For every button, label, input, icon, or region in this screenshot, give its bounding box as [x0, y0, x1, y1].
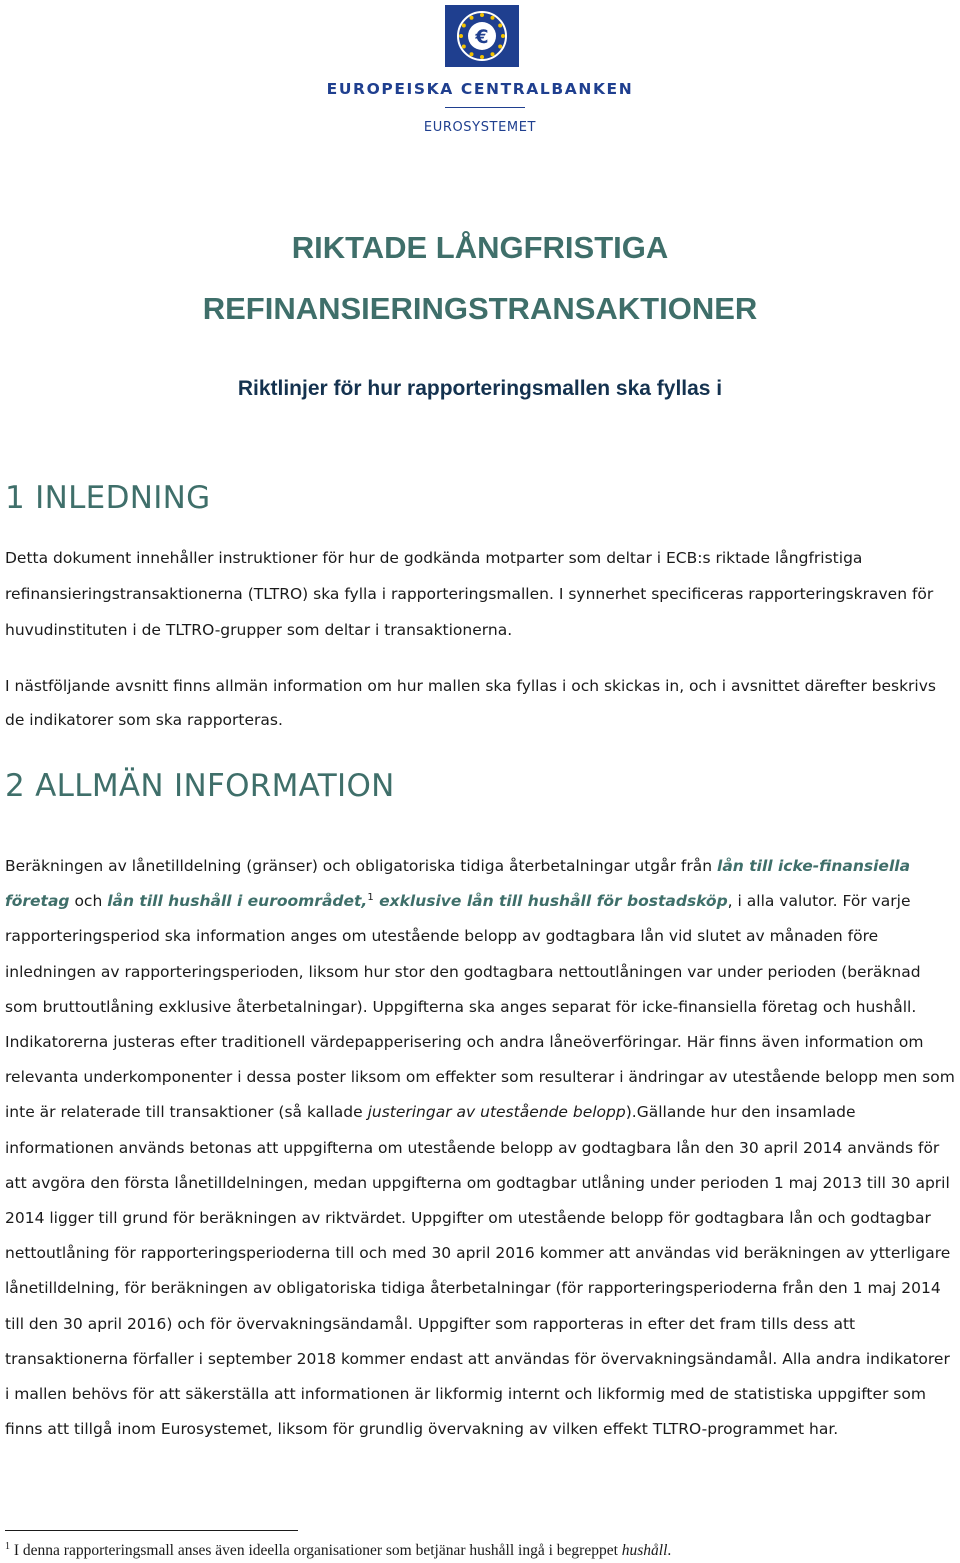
emphasis-household-loans: lån till hushåll i euroområdet,: [107, 892, 368, 911]
emphasis-nonfinancial-loans: lån till icke-finansiella företag: [5, 857, 911, 911]
footnote-italic: hushåll: [621, 1542, 668, 1559]
ecb-emblem-icon: [445, 5, 519, 67]
section-heading-intro: 1 INLEDNING: [5, 480, 211, 516]
general-paragraph: [5, 849, 955, 1447]
euro-sign: €: [475, 26, 489, 48]
footnote-text: I denna rapporteringsmall anses även ideella organisationer som betjänar hushåll ingå i begreppet: [10, 1542, 622, 1559]
footnote: [5, 1542, 671, 1560]
general-text-end: ).Gällande hur den insamlade informationen används betonas att uppgifterna om utestående belopp av godtagbara lån den 30 april 2014 används för att avgöra den första lånetilldelningen, medan uppgifterna om godtagbar utlåning under perioden 1 maj 2013 till 30 april 2014 ligger till grund för beräkningen av riktvärdet. Uppgifter om utestående belopp för godtagbara lån och godtagbar nettoutlåning för rapporteringsperioderna till och med 30 april 2016 kommer att användas vid beräkningen av ytterligare lånetilldelning, för beräkningen av obligatoriska tidiga återbetalningar (för rapporteringsperioderna från den 1 maj 2014 till den 30 april 2016) och för övervakningsändamål. Uppgifter som rapporteras in efter det fram tills dess att transaktionerna förfaller i september 2018 kommer endast att användas för övervakningsändamål. Alla andra indikatorer i mallen behövs för att säkerställa att informationen är likformig internt och likformig med de statistiska uppgifter som finns att tillgå inom Eurosystemet, liksom för grundlig övervakning av vilken effekt TLTRO-programmet har.: [5, 1103, 951, 1439]
org-name: EUROPEISKA CENTRALBANKEN: [326, 80, 634, 98]
intro-paragraph-1: Detta dokument innehåller instruktioner för hur de godkända motparter som deltar i ECB:s riktade långfristiga refinansieringstransaktionerna (TLTRO) ska fylla i rapporteringsmallen. I synnerhet specificeras rapporteringskraven för huvudinstituten i de TLTRO-grupper som deltar i transaktionerna.: [5, 549, 934, 639]
footnote-number: 1: [5, 1541, 10, 1552]
footnote-reference: 1: [367, 892, 374, 904]
conjunction: och: [69, 892, 108, 911]
logo-divider: [445, 107, 525, 108]
italic-adjustments: justeringar av utestående belopp: [367, 1103, 626, 1122]
ecb-logo: [0, 0, 960, 140]
document-title-line2: REFINANSIERINGSTRANSAKTIONER: [202, 291, 758, 326]
footnote-end: .: [667, 1542, 672, 1559]
system-name: EUROSYSTEMET: [423, 120, 537, 135]
footnote-divider: [5, 1530, 298, 1531]
general-text-middle: , i alla valutor. För varje rapporteringsperiod ska information anges om utestående belopp av godtagbara lån vid slutet av månaden före inledningen av rapporteringsperioden, liksom hur stor den godtagbara nettoutlåningen var under perioden (beräknad som bruttoutlåning exklusive återbetalningar). Uppgifterna ska anges separat för icke-finansiella företag och hushåll. Indikatorerna justeras efter traditionell värdepapperisering och andra låneöverföringar. Här finns även information om relevanta underkomponenter i dessa poster liksom om effekter som resulterar i ändringar av utestående belopp men som inte är relaterade till transaktioner (så kallade: [5, 892, 955, 1122]
document-subtitle: Riktlinjer för hur rapporteringsmallen ska fyllas i: [237, 377, 723, 400]
emphasis-excluding-housing: exklusive lån till hushåll för bostadsköp: [373, 892, 728, 911]
section-heading-general: 2 ALLMÄN INFORMATION: [5, 768, 395, 804]
general-text-start: Beräkningen av lånetilldelning (gränser) och obligatoriska tidiga återbetalningar utgår från: [5, 857, 718, 875]
document-title-line1: RIKTADE LÅNGFRISTIGA: [291, 230, 669, 265]
intro-paragraph-2: I nästföljande avsnitt finns allmän information om hur mallen ska fyllas i och skickas in, och i avsnittet därefter beskrivs de indikatorer som ska rapporteras.: [5, 677, 936, 729]
